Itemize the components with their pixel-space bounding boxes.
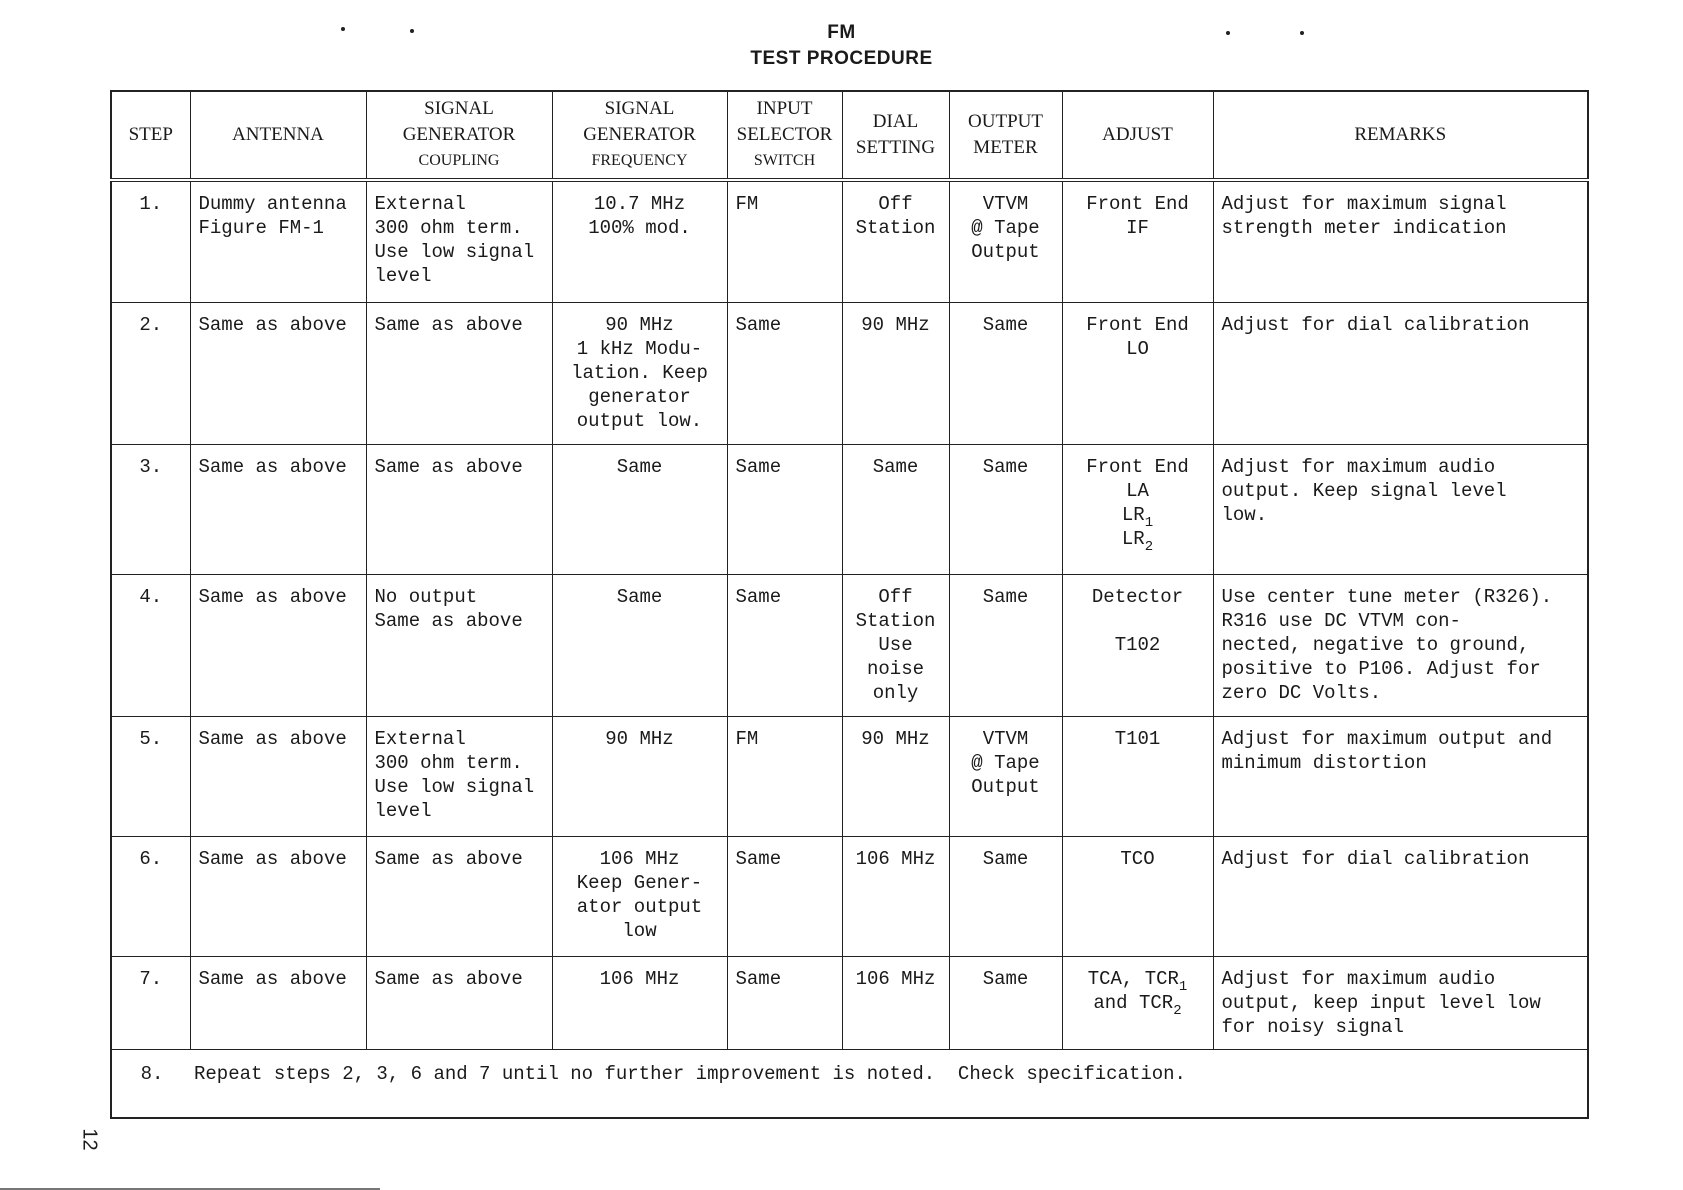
column-header-label: SIGNAL GENERATOR: [402, 98, 516, 145]
selector-cell: Same: [727, 302, 842, 444]
adjust-cell: [1062, 444, 1213, 574]
column-header-label: ADJUST: [1102, 124, 1173, 145]
final-step-text: Repeat steps 2, 3, 6 and 7 until no further improvement is noted. Check specification.: [194, 1062, 1186, 1085]
step-cell: 3.: [111, 444, 190, 574]
adjust-cell: [1062, 302, 1213, 444]
adjust-cell: [1062, 716, 1213, 836]
final-step-number: 8.: [140, 1062, 164, 1085]
column-header: [842, 91, 949, 180]
table-row: [111, 444, 1588, 574]
remarks-cell: Adjust for maximum audio output. Keep signal level low.: [1213, 444, 1588, 574]
selector-cell: Same: [727, 444, 842, 574]
frequency-cell: 90 MHz 1 kHz Modu- lation. Keep generator output low.: [552, 302, 727, 444]
antenna-cell: Same as above: [190, 716, 366, 836]
frequency-cell: 10.7 MHz 100% mod.: [552, 180, 727, 302]
adjust-line: T101: [1114, 727, 1161, 750]
table-row: [111, 574, 1588, 716]
adjust-cell: [1062, 180, 1213, 302]
column-header: [190, 91, 366, 180]
antenna-cell: Same as above: [190, 956, 366, 1049]
step-cell: 1.: [111, 180, 190, 302]
table-row: [111, 836, 1588, 956]
adjust-line: and $TCR_2$: [1093, 991, 1182, 1019]
meter-cell: Same: [949, 302, 1062, 444]
frequency-cell: Same: [552, 574, 727, 716]
coupling-cell: External 300 ohm term. Use low signal level: [366, 716, 552, 836]
remarks-cell: Adjust for maximum audio output, keep input level low for noisy signal: [1213, 956, 1588, 1049]
remarks-cell: Adjust for maximum signal strength meter indication: [1213, 180, 1588, 302]
adjust-line: $LR_2$: [1121, 527, 1154, 555]
adjust-cell: [1062, 836, 1213, 956]
scan-dot: [410, 29, 414, 33]
column-header: [1213, 91, 1588, 180]
adjust-line: T102: [1114, 633, 1161, 656]
coupling-cell: No output Same as above: [366, 574, 552, 716]
meter-cell: Same: [949, 574, 1062, 716]
title-line-2: TEST PROCEDURE: [750, 48, 933, 69]
column-header-label: SIGNAL GENERATOR: [583, 98, 696, 145]
column-header-sublabel: FREQUENCY: [591, 152, 688, 169]
dial-cell: Off Station: [842, 180, 949, 302]
scan-dot: [1300, 31, 1304, 35]
adjust-line: Front End: [1086, 455, 1189, 478]
table-row: [111, 302, 1588, 444]
header-row: [111, 91, 1588, 180]
frequency-cell: 106 MHz Keep Gener- ator output low: [552, 836, 727, 956]
adjust-line: TCA, $TCR_1$: [1087, 967, 1188, 995]
adjust-cell: [1062, 956, 1213, 1049]
column-header-label: DIAL SETTING: [855, 111, 936, 158]
table-row: [111, 180, 1588, 302]
remarks-cell: Use center tune meter (R326). R316 use DC VTVM con- nected, negative to ground, positive to P106. Adjust for zero DC Volts.: [1213, 574, 1588, 716]
adjust-line: LO: [1126, 337, 1149, 360]
column-header: [727, 91, 842, 180]
antenna-cell: Same as above: [190, 574, 366, 716]
coupling-cell: External 300 ohm term. Use low signal level: [366, 180, 552, 302]
column-header-sublabel: COUPLING: [418, 152, 500, 169]
meter-cell: Same: [949, 444, 1062, 574]
adjust-line: Front End: [1086, 193, 1189, 215]
coupling-cell: Same as above: [366, 444, 552, 574]
coupling-cell: Same as above: [366, 836, 552, 956]
step-cell: 5.: [111, 716, 190, 836]
column-header: [111, 91, 190, 180]
column-header-label: INPUT SELECTOR: [736, 98, 833, 145]
table-row-final: [111, 1049, 1588, 1118]
meter-cell: Same: [949, 956, 1062, 1049]
adjust-cell: [1062, 574, 1213, 716]
adjust-line: IF: [1126, 217, 1149, 239]
selector-cell: Same: [727, 574, 842, 716]
column-header: [949, 91, 1062, 180]
column-header: [1062, 91, 1213, 180]
adjust-line: [1071, 609, 1205, 633]
step-cell: 2.: [111, 302, 190, 444]
selector-cell: FM: [727, 716, 842, 836]
table-row: [111, 716, 1588, 836]
column-header-label: OUTPUT METER: [968, 111, 1043, 158]
meter-cell: Same: [949, 836, 1062, 956]
dial-cell: Off Station Use noise only: [842, 574, 949, 716]
scan-dot: [341, 27, 345, 31]
dial-cell: 106 MHz: [842, 836, 949, 956]
frequency-cell: Same: [552, 444, 727, 574]
scan-dot: [1226, 31, 1230, 35]
column-header-sublabel: SWITCH: [753, 152, 816, 169]
page-title: [0, 20, 1683, 72]
frequency-cell: 106 MHz: [552, 956, 727, 1049]
column-header-label: REMARKS: [1354, 124, 1447, 145]
antenna-cell: Dummy antenna Figure FM-1: [190, 180, 366, 302]
step-cell: 6.: [111, 836, 190, 956]
column-header: [552, 91, 727, 180]
coupling-cell: Same as above: [366, 302, 552, 444]
table-row: [111, 956, 1588, 1049]
dial-cell: 90 MHz: [842, 302, 949, 444]
meter-cell: VTVM @ Tape Output: [949, 180, 1062, 302]
meter-cell: VTVM @ Tape Output: [949, 716, 1062, 836]
final-step-cell: [111, 1049, 1588, 1118]
dial-cell: Same: [842, 444, 949, 574]
dial-cell: 106 MHz: [842, 956, 949, 1049]
adjust-line: TCO: [1120, 847, 1155, 870]
title-line-1: FM: [827, 22, 856, 43]
adjust-line: $LR_1$: [1121, 503, 1154, 531]
remarks-cell: Adjust for dial calibration: [1213, 836, 1588, 956]
adjust-line: Detector: [1091, 585, 1184, 608]
remarks-cell: Adjust for dial calibration: [1213, 302, 1588, 444]
test-procedure-table: [110, 90, 1589, 1119]
antenna-cell: Same as above: [190, 302, 366, 444]
adjust-line: Front End: [1086, 313, 1189, 336]
antenna-cell: Same as above: [190, 836, 366, 956]
coupling-cell: Same as above: [366, 956, 552, 1049]
column-header: [366, 91, 552, 180]
column-header-label: ANTENNA: [232, 124, 324, 145]
page-number: 12: [78, 1128, 101, 1151]
remarks-cell: Adjust for maximum output and minimum distortion: [1213, 716, 1588, 836]
frequency-cell: 90 MHz: [552, 716, 727, 836]
adjust-line: LA: [1126, 479, 1149, 502]
selector-cell: Same: [727, 836, 842, 956]
step-cell: 7.: [111, 956, 190, 1049]
column-header-label: STEP: [128, 124, 173, 145]
antenna-cell: Same as above: [190, 444, 366, 574]
selector-cell: FM: [727, 180, 842, 302]
dial-cell: 90 MHz: [842, 716, 949, 836]
step-cell: 4.: [111, 574, 190, 716]
selector-cell: Same: [727, 956, 842, 1049]
